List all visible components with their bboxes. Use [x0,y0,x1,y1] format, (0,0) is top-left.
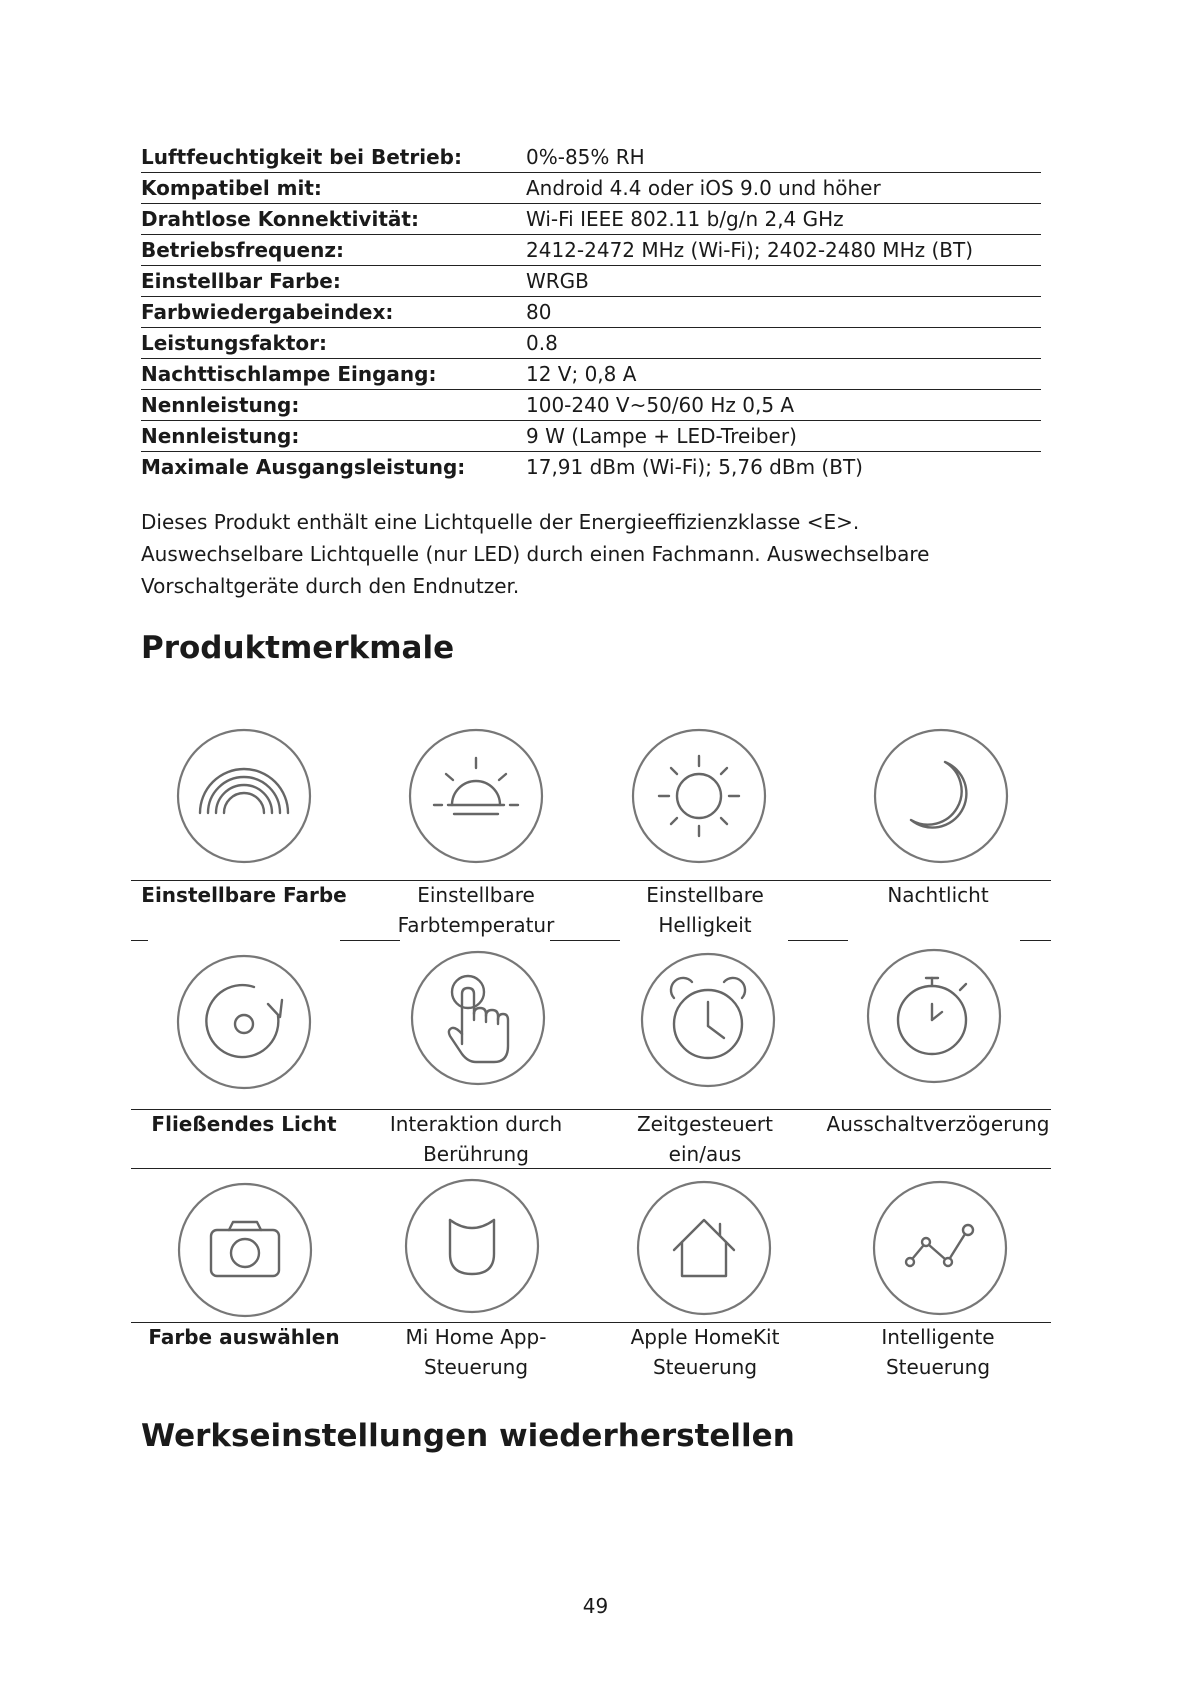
spec-value: 0.8 [526,331,558,355]
table-row [141,173,1041,204]
intro-line: Auswechselbare Lichtquelle (nur LED) durch einen Fachmann. Auswechselbare [141,542,930,566]
alarm-clock-icon [640,952,776,1088]
divider [340,940,400,941]
table-row [141,359,1041,390]
divider [1020,940,1051,941]
spec-value: Wi-Fi IEEE 802.11 b/g/n 2,4 GHz [526,207,844,231]
feature-label: Nachtlicht [887,883,989,907]
spec-key: Luftfeuchtigkeit bei Betrieb: [141,145,462,169]
spec-key: Maximale Ausgangsleistung: [141,455,466,479]
spec-key: Drahtlose Konnektivität: [141,207,419,231]
spec-value: Android 4.4 oder iOS 9.0 und höher [526,176,881,200]
spec-value: 9 W (Lampe + LED-Treiber) [526,424,797,448]
sun-icon [631,728,767,864]
section-heading-features: Produktmerkmale [141,630,455,666]
divider [131,940,148,941]
intro-line: Dieses Produkt enthält eine Lichtquelle der Energieeffizienzklasse <E>. [141,510,860,534]
table-row [141,142,1041,173]
feature-label: Einstellbare Farbe [141,883,347,907]
camera-icon [177,1182,313,1318]
feature-label: Fließendes Licht [151,1112,337,1136]
feature-label: Einstellbare Farbtemperatur [397,883,555,937]
feature-label: Mi Home App- Steuerung [405,1325,547,1379]
touch-hand-icon [410,950,546,1086]
spec-value: WRGB [526,269,589,293]
table-row [141,421,1041,452]
spec-key: Kompatibel mit: [141,176,322,200]
sunrise-icon [408,728,544,864]
feature-label: Farbe auswählen [148,1325,340,1349]
spec-key: Nennleistung: [141,393,300,417]
spec-key: Einstellbar Farbe: [141,269,341,293]
table-row [141,390,1041,421]
spec-key: Nennleistung: [141,424,300,448]
table-row [141,328,1041,359]
feature-label: Ausschaltverzögerung [826,1112,1050,1136]
moon-icon [873,728,1009,864]
divider [788,940,848,941]
divider [550,940,620,941]
intro-paragraph [141,506,1041,602]
table-row [141,297,1041,328]
spec-value: 100-240 V~50/60 Hz 0,5 A [526,393,795,417]
table-row [141,204,1041,235]
graph-icon [872,1180,1008,1316]
feature-label: Einstellbare Helligkeit [646,883,764,937]
feature-label: Intelligente Steuerung [881,1325,995,1379]
spec-value: 12 V; 0,8 A [526,362,637,386]
spec-key: Leistungsfaktor: [141,331,327,355]
page-number: 49 [582,1594,609,1618]
flow-icon [176,954,312,1090]
table-row [141,266,1041,297]
feature-label: Apple HomeKit Steuerung [630,1325,780,1379]
mi-home-icon [404,1178,540,1314]
spec-value: 0%-85% RH [526,145,645,169]
table-row [141,235,1041,266]
spec-value: 17,91 dBm (Wi-Fi); 5,76 dBm (BT) [526,455,863,479]
spec-key: Betriebsfrequenz: [141,238,344,262]
stopwatch-icon [866,948,1002,1084]
feature-label: Zeitgesteuert ein/aus [636,1112,773,1166]
home-icon [636,1180,772,1316]
spec-value: 80 [526,300,552,324]
spec-table [141,142,1041,482]
spec-key: Farbwiedergabeindex: [141,300,394,324]
spec-key: Nachttischlampe Eingang: [141,362,437,386]
feature-label: Interaktion durch Berührung [389,1112,563,1166]
rainbow-icon [176,728,312,864]
section-heading-reset: Werkseinstellungen wiederherstellen [141,1418,795,1454]
table-row [141,452,1041,483]
spec-value: 2412-2472 MHz (Wi-Fi); 2402-2480 MHz (BT) [526,238,974,262]
intro-line: Vorschaltgeräte durch den Endnutzer. [141,574,520,598]
